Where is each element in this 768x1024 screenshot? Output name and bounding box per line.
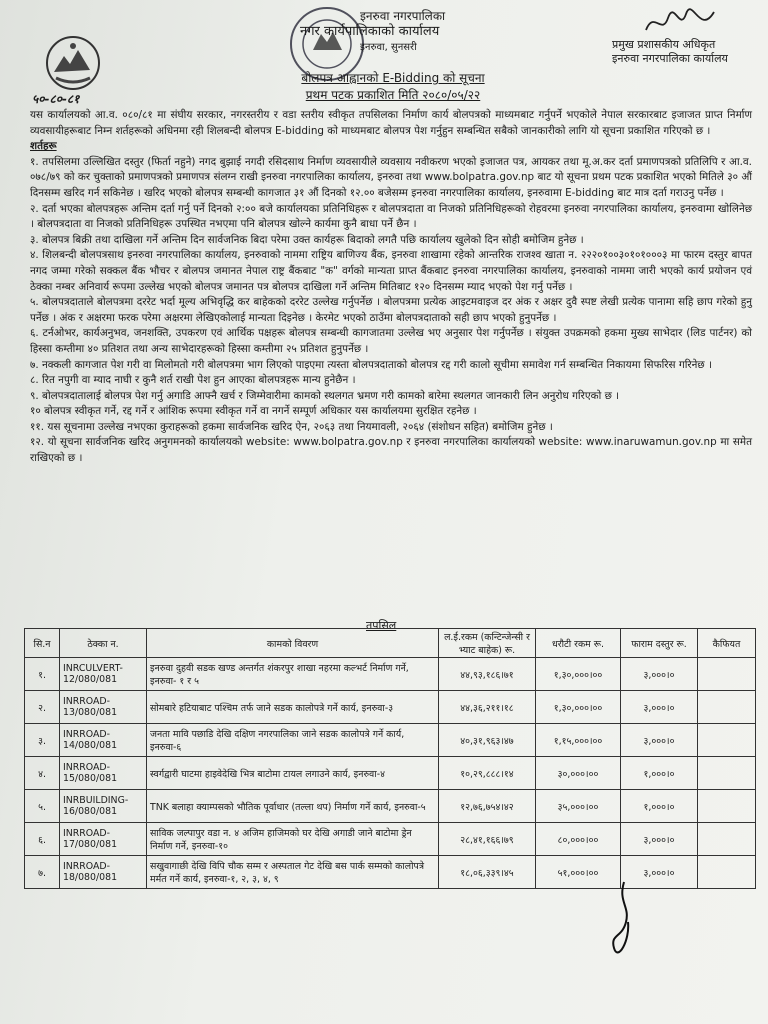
office-subtitle: नगर कार्यपालिकाको कार्यालय	[300, 24, 440, 39]
cell-description: इनरुवा दुहवी सडक खण्ड अन्तर्गत शंकरपुर शाखा नहरमा कल्भर्ट निर्माण गर्ने, इनरुवा- १ र ५	[147, 658, 439, 691]
cell-description: जनता मावि पछाडि देखि दक्षिण नगरपालिका जाने सडक कालोपत्रे गर्ने कार्य, इनरुवा-६	[147, 724, 439, 757]
condition-item: ७. नक्कली कागजात पेश गरी वा मिलोमतो गरी बोलपत्रमा भाग लिएको पाइएमा त्यस्ता बोलपत्रदाताको बोलपत्र रद्द गरी कालो सूचीमा समावेश गर्न सम्बन्धित निकायमा सिफरिस गरिनेछ ।	[30, 358, 712, 371]
nepal-emblem-icon	[42, 34, 104, 92]
cell-deposit: ३५,०००।००	[536, 790, 621, 823]
cell-fee: ३,०००।०	[621, 691, 698, 724]
cell-estimate: १२,७६,७५४।४२	[439, 790, 536, 823]
condition-item: ५. बोलपत्रदाताले बोलपत्रमा दररेट भर्दा मूल्य अभिवृद्धि कर बाहेकको दररेट उल्लेख गर्नुपर्नेछ । बोलपत्रमा प्रत्येक आइटमवाइज दर अंक र अक्षर दुवै स्पष्ट लेखी प्रत्येक पानामा सहि छाप गरेको हुनु पर्नेछ । अंक र अक्षरमा फरक परेमा अक्षरमा लेखिएकोलाई मान्यता दिइनेछ । केरमेट भएको ठाउँमा बोलपत्रदाताको सही छाप भएको हुनुपर्नेछ ।	[30, 296, 752, 324]
cell-description: साविक जल्पापुर वडा न. ४ अजिम हाजिमको घर देखि अगाडी जाने बाटोमा ड्रेन निर्माण गर्ने, इनरुवा-१०	[147, 823, 439, 856]
intro-paragraph: यस कार्यालयको आ.व. ०८०/८१ मा संघीय सरकार, नगरस्तरीय र वडा स्तरीय स्वीकृत तपसिलका निर्माण कार्य बोलपत्रको माध्यमबाट गर्नुपर्ने भएकोले नेपाल सरकारबाट इजाजत प्राप्त निर्माण व्यवसायीहरूबाट निम्न शर्तहरूको अधिनमा रही शिलबन्दी बोलपत्र E-bidding को माध्यमबाट बोलपत्र पेश गर्नुहुन सम्बन्धित सबैको जानकारीको लागि यो सूचना प्रकाशित गरिएको छ ।	[30, 109, 752, 137]
col-header-estimate: ल.ई.रकम (कन्टिन्जेन्सी र भ्याट बाहेक) रू.	[439, 629, 536, 658]
cell-sn: ५.	[25, 790, 60, 823]
condition-item: ११. यस सूचनामा उल्लेख नभएका कुराहरूको हकमा सार्वजनिक खरिद ऐन, २०६३ तथा नियमावली, २०६४ (संशोधन सहित) बमोजिम हुनेछ ।	[30, 420, 553, 433]
cell-deposit: ३०,०००।००	[536, 757, 621, 790]
cell-deposit: १,३०,०००।००	[536, 658, 621, 691]
cell-deposit: १,१५,०००।००	[536, 724, 621, 757]
cell-contract: INRROAD-17/080/081	[60, 823, 147, 856]
cell-estimate: २८,४१,१६६।७९	[439, 823, 536, 856]
bottom-signature-icon	[600, 878, 640, 958]
office-header	[300, 8, 500, 56]
cell-description: सोमबारे हटियाबाट पश्चिम तर्फ जाने सडक कालोपत्रे गर्ने कार्य, इनरुवा-३	[147, 691, 439, 724]
cell-estimate: १०,२९,८८८।१४	[439, 757, 536, 790]
table-row	[25, 757, 756, 790]
notice-title: बोलपत्र आह्वानको E-Bidding को सूचना	[301, 71, 485, 85]
table-row	[25, 724, 756, 757]
condition-item: २. दर्ता भएका बोलपत्रहरू अन्तिम दर्ता गर्नु पर्ने दिनको २:०० बजे कार्यालयका प्रतिनिधिहरू र बोलपत्रदाता वा निजको प्रतिनिधिहरूको रोहवरमा इनरुवा नगरपालिका कार्यालय, इनरुवामा खोलिनेछ । बोलपत्रदाता वा निजको प्रतिनिधिहरू उपस्थित नभएमा पनि बोलपत्र खोल्ने कार्यमा कुनै बाधा पर्ने छैन ।	[30, 202, 752, 231]
table-row	[25, 658, 756, 691]
condition-item: ९. बोलपत्रदातालाई बोलपत्र पेश गर्नु अगाडि आफ्नै खर्च र जिम्मेवारीमा कामको स्थलगत भ्रमण गरी कामको बारेमा स्थलगत जानकारी लिन अनुरोध गरिएको छ ।	[30, 389, 620, 402]
signatory-block	[612, 38, 762, 66]
cell-remarks	[698, 856, 756, 889]
cell-contract: INRROAD-13/080/081	[60, 691, 147, 724]
cell-fee: १,०००।०	[621, 790, 698, 823]
cell-estimate: ४४,९३,१८६।७१	[439, 658, 536, 691]
table-header-row	[25, 629, 756, 658]
cell-description: TNK बलाहा क्याम्पसको भौतिक पूर्वाधार (तल्ला थप) निर्माण गर्ने कार्य, इनरुवा-५	[147, 790, 439, 823]
contracts-table	[24, 628, 756, 889]
condition-item: ८. रित नपुगी वा म्याद नाघी र कुनै शर्त राखी पेश हुन आएका बोलपत्रहरू मान्य हुनेछैन ।	[30, 374, 356, 387]
cell-sn: १.	[25, 658, 60, 691]
cell-contract: INRROAD-15/080/081	[60, 757, 147, 790]
cell-fee: ३,०००।०	[621, 658, 698, 691]
cell-deposit: ५१,०००।००	[536, 856, 621, 889]
cell-remarks	[698, 757, 756, 790]
cell-contract: INRROAD-18/080/081	[60, 856, 147, 889]
condition-item: ६. टर्नओभर, कार्यअनुभव, जनशक्ति, उपकरण एवं आर्थिक पक्षहरू बोलपत्र सम्बन्धी कागजातमा उल्लेख भए अनुसार पेश गर्नुपर्नेछ । संयुक्त उपक्रमको हकमा मुख्य साभेदार (लिड पार्टनर) को हिस्सा कम्तीमा ४० प्रतिशत तथा अन्य साभेदारहरूको हिस्सा कम्तीमा २५ प्रतिशत हुनुपर्नेछ ।	[30, 327, 752, 355]
condition-item: ४. शिलबन्दी बोलपत्रसाथ इनरुवा नगरपालिका कार्यालय, इनरुवाको नाममा राष्ट्रिय बाणिज्य बैंक, इनरुवा शाखामा रहेको आन्तरिक राजश्व खाता न. २२२०१००३०१०१०००३ मा फारम दस्तुर बापत नगद जम्मा गरेको सक्कल बैंक भौचर र बोलपत्र जमानत नेपाल राष्ट्र बैंकबाट "क" वर्गको मान्यता प्राप्त बैंकबाट इनरुवा नगरपालिका कार्यालय, इनरुवाको नाममा जारी भएको कार्य प्रयोजन एवं ठेक्का नम्बर अनिवार्य रूपमा उल्लेख भएको बोलपत्र जमानत पत्र बोलपत्र दाखिला गर्ने अन्तिम मितिबाट १२० दिनसम्म म्याद भएको पेश गर्नु पर्नेछ ।	[30, 249, 752, 293]
cell-remarks	[698, 658, 756, 691]
table-row	[25, 823, 756, 856]
cell-contract: INRROAD-14/080/081	[60, 724, 147, 757]
office-name: इनरुवा नगरपालिका	[360, 9, 446, 23]
col-header-description: कामको विवरण	[147, 629, 439, 658]
cell-sn: ३.	[25, 724, 60, 757]
notice-body	[30, 108, 752, 467]
col-header-remarks: कैफियत	[698, 629, 756, 658]
notice-title-block	[278, 70, 508, 104]
cell-sn: ७.	[25, 856, 60, 889]
table-row	[25, 691, 756, 724]
cell-fee: १,०००।०	[621, 757, 698, 790]
signature-icon	[640, 6, 720, 40]
condition-item: १० बोलपत्र स्वीकृत गर्ने, रद्द गर्ने र आंशिक रूपमा स्वीकृत गर्ने वा नगर्ने सम्पूर्ण अधिकार यस कार्यालयमा सुरक्षित रहनेछ ।	[30, 405, 477, 418]
cell-remarks	[698, 790, 756, 823]
cell-estimate: ४४,३६,२११।१८	[439, 691, 536, 724]
cell-deposit: १,३०,०००।००	[536, 691, 621, 724]
cell-fee: ३,०००।०	[621, 856, 698, 889]
cell-sn: ४.	[25, 757, 60, 790]
col-header-fee: फाराम दस्तुर रू.	[621, 629, 698, 658]
cell-estimate: १८,०६,३३९।४५	[439, 856, 536, 889]
cell-remarks	[698, 823, 756, 856]
col-header-sn: सि.न	[25, 629, 60, 658]
publish-date: प्रथम पटक प्रकाशित मिति २०८०/०५/२२	[305, 88, 481, 102]
signatory-title: प्रमुख प्रशासकीय अधिकृत	[612, 38, 716, 51]
condition-item: ३. बोलपत्र बिक्री तथा दाखिला गर्ने अन्तिम दिन सार्वजनिक बिदा परेमा उक्त कार्यहरू बिदाको लगतै पछि कार्यालय खुलेको दिन सोही बमोजिम हुनेछ ।	[30, 233, 584, 246]
cell-contract: INRCULVERT-12/080/081	[60, 658, 147, 691]
cell-sn: २.	[25, 691, 60, 724]
cell-estimate: ४०,३१,९६३।४७	[439, 724, 536, 757]
cell-remarks	[698, 691, 756, 724]
condition-item: १२. यो सूचना सार्वजनिक खरिद अनुगमनको कार्यालयको website: www.bolpatra.gov.np र इनरुवा नगरपालिका कार्यालयको website: www.inaruwamun.gov.np मा समेत राखिएको छ ।	[30, 436, 752, 465]
cell-description: स्वर्गद्वारी घाटमा हाइवेदेखि भित्र बाटोमा टायल लगाउने कार्य, इनरुवा-४	[147, 757, 439, 790]
col-header-deposit: धरौटी रकम रू.	[536, 629, 621, 658]
reference-number: ५०-८०-८१	[32, 92, 80, 106]
cell-sn: ६.	[25, 823, 60, 856]
cell-contract: INRBUILDING-16/080/081	[60, 790, 147, 823]
cell-remarks	[698, 724, 756, 757]
office-location: इनरुवा, सुनसरी	[360, 42, 417, 53]
cell-fee: ३,०००।०	[621, 724, 698, 757]
col-header-contract: ठेक्का न.	[60, 629, 147, 658]
table-caption: तपसिल	[366, 619, 397, 632]
table-row	[25, 856, 756, 889]
cell-deposit: ८०,०००।००	[536, 823, 621, 856]
cell-description: सखुवागाछी देखि विपि चौक सम्म र अस्पताल गेट देखि बस पार्क सम्मको कालोपत्रे मर्मत गर्ने कार्य, इनरुवा-१, २, ३, ४, ९	[147, 856, 439, 889]
cell-fee: ३,०००।०	[621, 823, 698, 856]
signatory-office: इनरुवा नगरपालिका कार्यालय	[612, 52, 728, 65]
table-row	[25, 790, 756, 823]
conditions-heading: शर्तहरू	[30, 140, 57, 153]
condition-item: १. तपसिलमा उल्लिखित दस्तुर (फिर्ता नहुने) नगद बुझाई नगदी रसिदसाथ निर्माण व्यवसायीले व्यवसाय नवीकरण भएको इजाजत पत्र, आयकर तथा मू.अ.कर दर्ता प्रमाणपत्रको प्रतिलिपि र आ.व. ०७८/७९ को कर चुक्ताको प्रमाणपत्रको प्रमाणपत्र संलग्न राखी इनरुवा नगरपालिका कार्यालय, इनरुवा तथा www.bolpatra.gov.np बाट यो सूचना प्रथम पटक प्रकाशित भएको मितिले ३० औं दिनसम्म खरिद गर्न सकिनेछ । खरिद भएको बोलपत्र सम्बन्धी कागजात ३१ औं दिनको १२.०० बजेसम्म इनरुवा नगरपालिका कार्यालय, इनरुवामा E-bidding बाट मात्र दर्ता गराउनु पर्नेछ ।	[30, 155, 752, 199]
